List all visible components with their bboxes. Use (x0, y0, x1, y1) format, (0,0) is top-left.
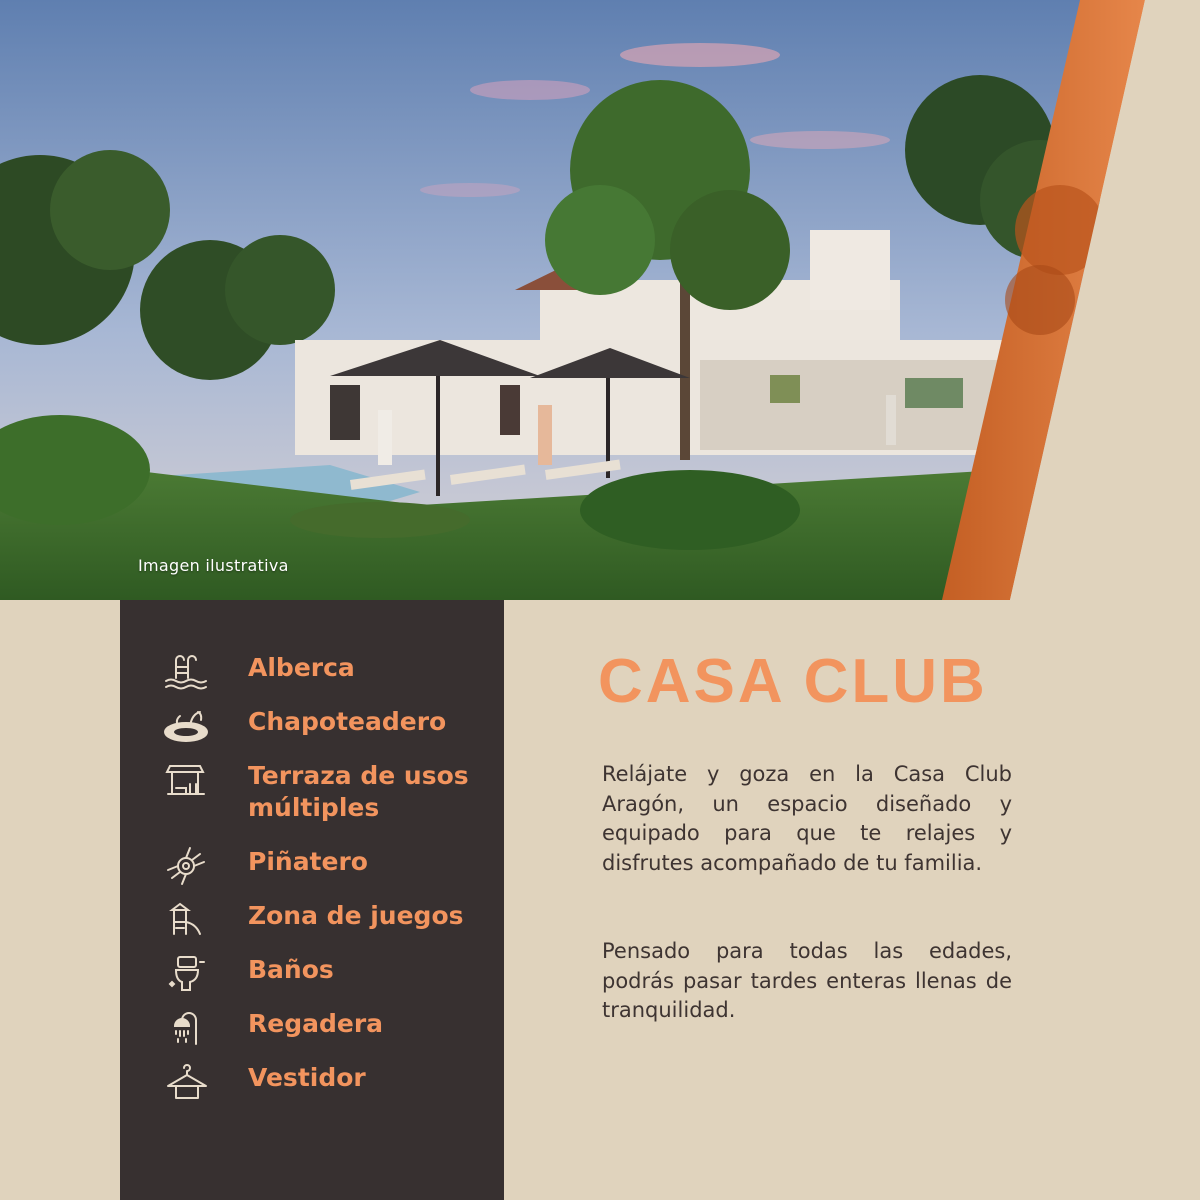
amenities-panel (120, 600, 504, 1200)
description-paragraph-2: Pensado para todas las edades, podrás pasar tardes enteras llenas de tranquilidad. (602, 939, 1012, 1022)
toilet-icon (162, 954, 212, 994)
amenity-label: Piñatero (248, 847, 368, 876)
terrace-icon (162, 760, 212, 800)
playground-icon (162, 900, 212, 940)
hanger-icon (162, 1062, 212, 1102)
amenity-label: Baños (248, 955, 334, 984)
shower-icon (162, 1008, 212, 1048)
amenity-label: Vestidor (248, 1063, 366, 1092)
wading-pool-icon (162, 706, 212, 746)
amenity-label: Chapoteadero (248, 707, 447, 736)
pinata-icon (162, 846, 212, 886)
amenity-label: Regadera (248, 1009, 384, 1038)
image-caption: Imagen ilustrativa (138, 556, 289, 575)
amenity-label: Terraza de usos múltiples (248, 761, 469, 822)
page-title: CASA CLUB (598, 647, 988, 716)
amenity-label: Alberca (248, 653, 355, 682)
pool-ladder-icon (162, 652, 212, 692)
description-paragraph-1: Relájate y goza en la Casa Club Aragón, un espacio diseñado y equipado para que te relajes y disfrutes acompañado de tu familia. (602, 762, 1012, 875)
amenity-label: Zona de juegos (248, 901, 464, 930)
